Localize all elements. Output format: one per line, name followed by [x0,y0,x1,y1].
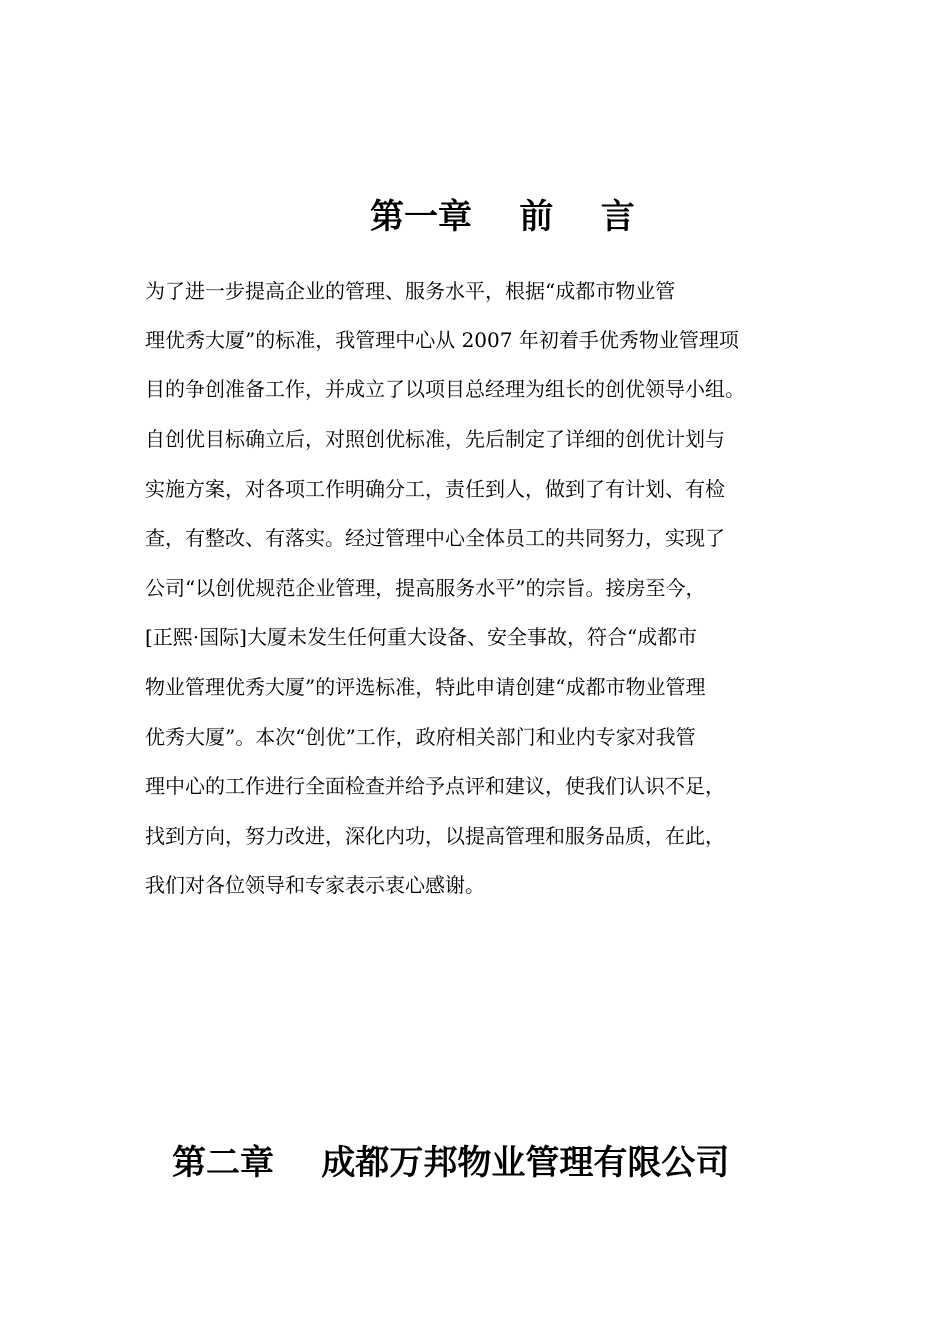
paragraph-line: 实施方案，对各项工作明确分工，责任到人，做到了有计划、有检 [145,477,725,501]
paragraph-line: 理中心的工作进行全面检查并给予点评和建议，使我们认识不足， [145,774,725,798]
paragraph-line: 目的争创准备工作，并成立了以项目总经理为组长的创优领导小组。 [145,377,745,401]
paragraph-line: 为了进一步提高企业的管理、服务水平，根据“成都市物业管 [145,279,676,303]
paragraph-line: 我们对各位领导和专家表示衷心感谢。 [145,873,485,897]
chapter-2-title: 第二章 成都万邦物业管理有限公司 [172,1143,730,1183]
paragraph-line: 自创优目标确立后，对照创优标准，先后制定了详细的创优计划与 [145,427,725,451]
chapter-1-title: 第一章 前 言 [370,197,635,237]
paragraph-line: 优秀大厦”。本次“创优”工作，政府相关部门和业内专家对我管 [145,725,696,749]
paragraph-line: [正熙·国际]大厦未发生任何重大设备、安全事故，符合“成都市 [145,625,698,649]
paragraph-line: 公司“以创优规范企业管理，提高服务水平”的宗旨。接房至今， [145,576,706,600]
paragraph-line: 理优秀大厦”的标准，我管理中心从 2007 年初着手优秀物业管理项 [145,328,739,352]
paragraph-line: 找到方向，努力改进，深化内功，以提高管理和服务品质，在此， [145,824,725,848]
paragraph-line: 物业管理优秀大厦”的评选标准，特此申请创建“成都市物业管理 [145,675,706,699]
paragraph-line: 查，有整改、有落实。经过管理中心全体员工的共同努力，实现了 [145,526,725,550]
